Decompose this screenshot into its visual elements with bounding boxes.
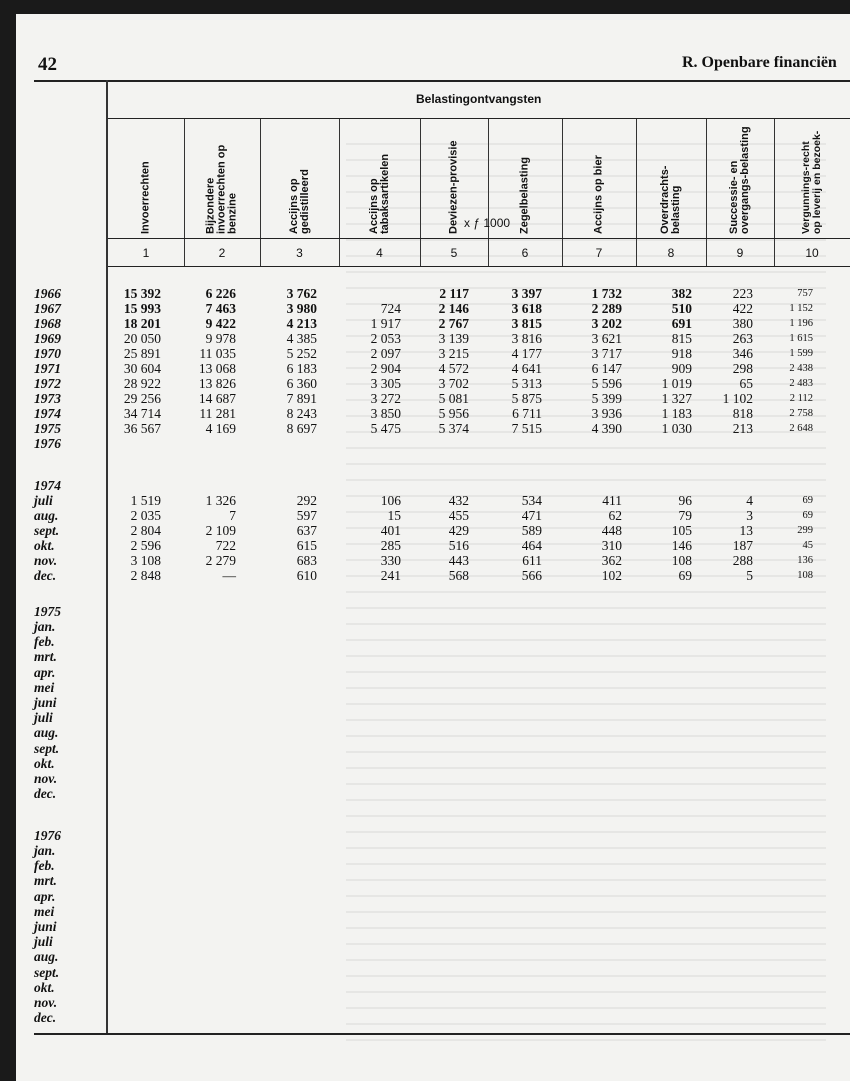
month-label: feb. [34,858,55,874]
page-number: 42 [38,54,57,75]
table-cell: 330 [380,553,401,568]
table-cell: 422 [732,301,753,316]
table-cell: 3 397 [511,286,542,301]
row-label: 1968 [34,316,61,331]
table-cell: 108 [797,570,813,581]
table-cell: 4 169 [205,421,236,436]
month-label: apr. [34,664,56,680]
table-cell: 45 [802,540,813,551]
table-cell: 20 050 [123,331,161,346]
row-label: 1974 [34,406,61,421]
table-cell: 757 [797,288,813,299]
table-cell: 6 226 [205,286,236,301]
table-cell: 5 475 [370,421,401,436]
table-cell: 29 256 [123,391,161,406]
table-cell: 4 390 [591,421,622,436]
table-cell: 136 [797,555,813,566]
table-cell: 187 [732,538,753,553]
month-label: nov. [34,771,58,786]
column-header-1: Invoerrechten [139,161,152,234]
table-cell: 637 [296,523,317,538]
table-cell: 5 081 [438,391,469,406]
table-cell: 30 604 [123,361,161,376]
column-divider [562,119,563,266]
table-cell: 411 [602,493,622,508]
group-header: Belastingontvangsten [416,92,542,106]
table-cell: 2 848 [130,568,161,583]
table-cell: 13 [739,523,753,538]
table-cell: 3 108 [130,553,161,568]
column-number-8: 8 [667,246,675,260]
table-cell: 2 648 [789,423,813,434]
table-cell: 8 697 [286,421,317,436]
column-header-5: Deviezen-provisie [447,140,460,234]
table-cell: 299 [797,525,813,536]
table-cell: 401 [380,523,401,538]
year-label: 1976 [34,828,61,843]
bleed-through-texture [346,132,826,1052]
table-cell: 534 [521,493,542,508]
row-label: 1971 [34,361,61,376]
table-cell: 1 183 [661,406,692,421]
table-cell: 11 035 [199,346,236,361]
section-title: R. Openbare financiën [682,54,837,71]
month-label: juni [34,695,57,710]
month-label: juni [34,919,57,934]
table-cell: 3 202 [591,316,622,331]
column-number-3: 3 [296,246,303,260]
table-cell: 2 904 [370,361,401,376]
month-label: jan. [34,843,56,858]
table-cell: 2 112 [789,393,813,404]
table-cell: 292 [296,493,317,508]
month-label: dec. [34,1010,57,1026]
column-header-6: Zegelbelasting [518,156,531,234]
column-number-4: 4 [376,246,383,260]
column-number-10: 10 [805,246,819,260]
table-cell: 14 687 [198,391,236,406]
table-cell: 683 [296,553,317,568]
column-number-9: 9 [736,246,744,260]
table-cell: 34 714 [123,406,161,421]
table-cell: 1 326 [205,493,236,508]
table-cell: 5 956 [438,406,469,421]
table-cell: 566 [521,568,542,583]
table-cell: 2 596 [130,538,161,553]
table-cell: 516 [448,538,469,553]
table-cell: 589 [521,523,542,538]
table-cell: 18 201 [123,316,161,331]
table-cell: 2 289 [591,301,622,316]
column-divider [339,119,340,266]
month-label: juli [34,710,53,726]
year-label: 1975 [34,604,61,619]
column-divider [184,119,185,266]
table-cell: 724 [380,301,401,316]
table-cell: 9 422 [205,316,236,331]
table-cell: 213 [732,421,753,436]
table-cell: 2 804 [130,523,161,538]
table-cell: 25 891 [123,346,161,361]
table-cell: 815 [671,331,692,346]
table-cell: 8 243 [286,406,317,421]
month-label: apr. [34,888,56,904]
table-cell: 2 438 [789,363,813,374]
table-cell: 3 305 [370,376,401,391]
column-header-8: Overdrachts-belasting [659,165,682,234]
table-cell: 1 030 [661,421,692,436]
month-label: mrt. [34,649,57,665]
column-number-5: 5 [450,246,458,260]
month-label: nov. [34,995,58,1010]
table-cell: 610 [296,568,317,583]
table-cell: 7 891 [286,391,317,406]
table-cell: 568 [448,568,469,583]
month-label: nov. [34,553,58,568]
table-cell: 611 [522,553,542,568]
table-cell: 96 [678,493,692,508]
column-divider [636,119,637,266]
table-cell: 11 281 [199,406,236,421]
table-cell: 1 196 [789,318,813,329]
table-cell: 146 [671,538,692,553]
table-cell: 3 215 [438,346,469,361]
month-label: okt. [34,755,55,771]
table-cell: 3 [746,508,753,523]
table-cell: 2 279 [205,553,236,568]
column-header-9: Successie- en overgangs-belasting [728,126,751,234]
table-cell: 15 993 [123,301,161,316]
table-cell: 65 [739,376,753,391]
row-label: 1972 [34,376,61,391]
row-label: 1966 [34,286,61,301]
table-cell: 2 146 [438,301,469,316]
month-label: aug. [34,725,59,741]
table-cell: 382 [671,286,692,301]
bottom-rule [34,1033,850,1035]
table-cell: 4 641 [511,361,542,376]
table-cell: 2 483 [789,378,813,389]
table-cell: 4 572 [438,361,469,376]
month-label: dec. [34,786,57,802]
document-page [16,14,850,1081]
table-cell: 2 097 [370,346,401,361]
column-divider [420,119,421,266]
table-cell: 79 [678,508,692,523]
table-cell: 3 272 [370,391,401,406]
column-number-7: 7 [595,246,603,260]
table-cell: 3 762 [286,286,317,301]
table-cell: 105 [671,523,692,538]
table-cell: 102 [601,568,622,583]
table-cell: 298 [732,361,753,376]
column-divider [774,119,775,266]
table-cell: 3 815 [511,316,542,331]
table-cell: 510 [671,301,692,316]
table-cell: 597 [296,508,317,523]
table-cell: 346 [732,346,753,361]
table-cell: 3 702 [438,376,469,391]
table-cell: — [222,568,236,583]
table-cell: 918 [671,346,692,361]
month-label: sept. [34,523,60,538]
table-cell: 108 [671,553,692,568]
table-cell: 4 177 [511,346,542,361]
table-cell: 909 [671,361,692,376]
column-divider [706,119,707,266]
month-label: okt. [34,538,55,553]
column-divider [260,119,261,266]
group-header-rule [108,118,850,119]
table-cell: 1 599 [789,348,813,359]
table-cell: 432 [448,493,469,508]
table-cell: 1 327 [661,391,692,406]
table-cell: 464 [521,538,542,553]
month-label: sept. [34,740,60,756]
year-label: 1974 [34,478,61,493]
table-cell: 4 385 [286,331,317,346]
table-cell: 380 [732,316,753,331]
column-header-4: Accijns op tabaksartikelen [367,153,391,234]
month-label: sept. [34,964,60,980]
table-cell: 241 [380,568,401,583]
table-cell: 3 936 [591,406,622,421]
unit-label: x ƒ 1000 [464,216,511,230]
column-number-1: 1 [142,246,150,260]
table-cell: 6 711 [512,406,542,421]
table-cell: 1 519 [130,493,161,508]
header-mid-rule [108,238,850,239]
table-cell: 69 [678,568,692,583]
month-label: mei [34,903,55,919]
table-cell: 5 252 [286,346,317,361]
table-cell: 2 109 [205,523,236,538]
header-bottom-rule [108,266,850,267]
table-cell: 7 515 [511,421,542,436]
table-cell: 13 826 [198,376,236,391]
table-cell: 6 183 [286,361,317,376]
month-label: mrt. [34,873,57,889]
row-label: 1975 [34,421,61,436]
table-cell: 615 [296,538,317,553]
table-cell: 263 [732,331,753,346]
row-label: 1967 [34,301,61,316]
table-cell: 28 922 [123,376,161,391]
table-cell: 6 360 [286,376,317,391]
table-cell: 2 053 [370,331,401,346]
table-cell: 9 978 [205,331,236,346]
table-cell: 4 [746,493,753,508]
table-cell: 362 [601,553,622,568]
table-cell: 1 615 [789,333,813,344]
column-divider [488,119,489,266]
table-cell: 62 [608,508,622,523]
table-cell: 2 767 [438,316,469,331]
table-cell: 443 [448,553,469,568]
table-cell: 6 147 [591,361,622,376]
column-number-6: 6 [521,246,529,260]
table-cell: 3 717 [591,346,622,361]
table-cell: 471 [521,508,542,523]
column-header-10: Vergunnings-recht op leverij en bezoek- [800,130,823,234]
month-label: aug. [34,949,59,965]
table-cell: 3 618 [511,301,542,316]
month-label: juli [34,493,53,508]
table-cell: 3 980 [286,301,317,316]
month-label: aug. [34,508,59,523]
row-label: 1969 [34,331,61,346]
table-cell: 5 399 [591,391,622,406]
row-label: 1976 [34,436,61,451]
table-cell: 285 [380,538,401,553]
table-cell: 1 102 [722,391,753,406]
table-cell: 1 019 [661,376,692,391]
month-label: juli [34,934,53,950]
table-cell: 2 035 [130,508,161,523]
table-cell: 1 732 [591,286,622,301]
table-cell: 3 139 [438,331,469,346]
table-cell: 722 [215,538,236,553]
column-header-2: Bijzondere invoerrechten op benzine [204,144,239,234]
month-label: dec. [34,568,57,583]
table-cell: 288 [732,553,753,568]
column-number-2: 2 [218,246,226,260]
month-label: feb. [34,634,55,650]
table-cell: 3 850 [370,406,401,421]
table-cell: 5 313 [511,376,542,391]
table-cell: 13 068 [198,361,236,376]
table-cell: 448 [601,523,622,538]
table-cell: 7 463 [205,301,236,316]
table-cell: 69 [802,495,813,506]
table-cell: 15 [387,508,401,523]
table-cell: 15 392 [123,286,161,301]
table-cell: 1 917 [370,316,401,331]
table-cell: 69 [802,510,813,521]
row-label: 1970 [34,346,61,361]
column-header-7: Accijns op bier [592,155,605,234]
table-cell: 106 [380,493,401,508]
month-label: okt. [34,979,55,995]
table-cell: 2 117 [439,286,469,301]
table-cell: 36 567 [123,421,161,436]
table-cell: 429 [448,523,469,538]
column-header-3: Accijns op gedistilleerd [287,169,311,234]
table-cell: 1 152 [789,303,813,314]
table-cell: 691 [671,316,692,331]
table-cell: 5 875 [511,391,542,406]
table-cell: 4 213 [286,316,317,331]
table-cell: 5 [746,568,753,583]
month-label: jan. [34,619,56,634]
table-cell: 818 [732,406,753,421]
top-rule [34,80,850,82]
table-cell: 5 374 [438,421,469,436]
month-label: mei [34,679,55,695]
table-cell: 7 [229,508,236,523]
table-cell: 455 [448,508,469,523]
table-cell: 2 758 [789,408,813,419]
table-cell: 3 621 [591,331,622,346]
table-cell: 5 596 [591,376,622,391]
table-cell: 310 [601,538,622,553]
table-cell: 223 [732,286,753,301]
row-label: 1973 [34,391,61,406]
table-cell: 3 816 [511,331,542,346]
